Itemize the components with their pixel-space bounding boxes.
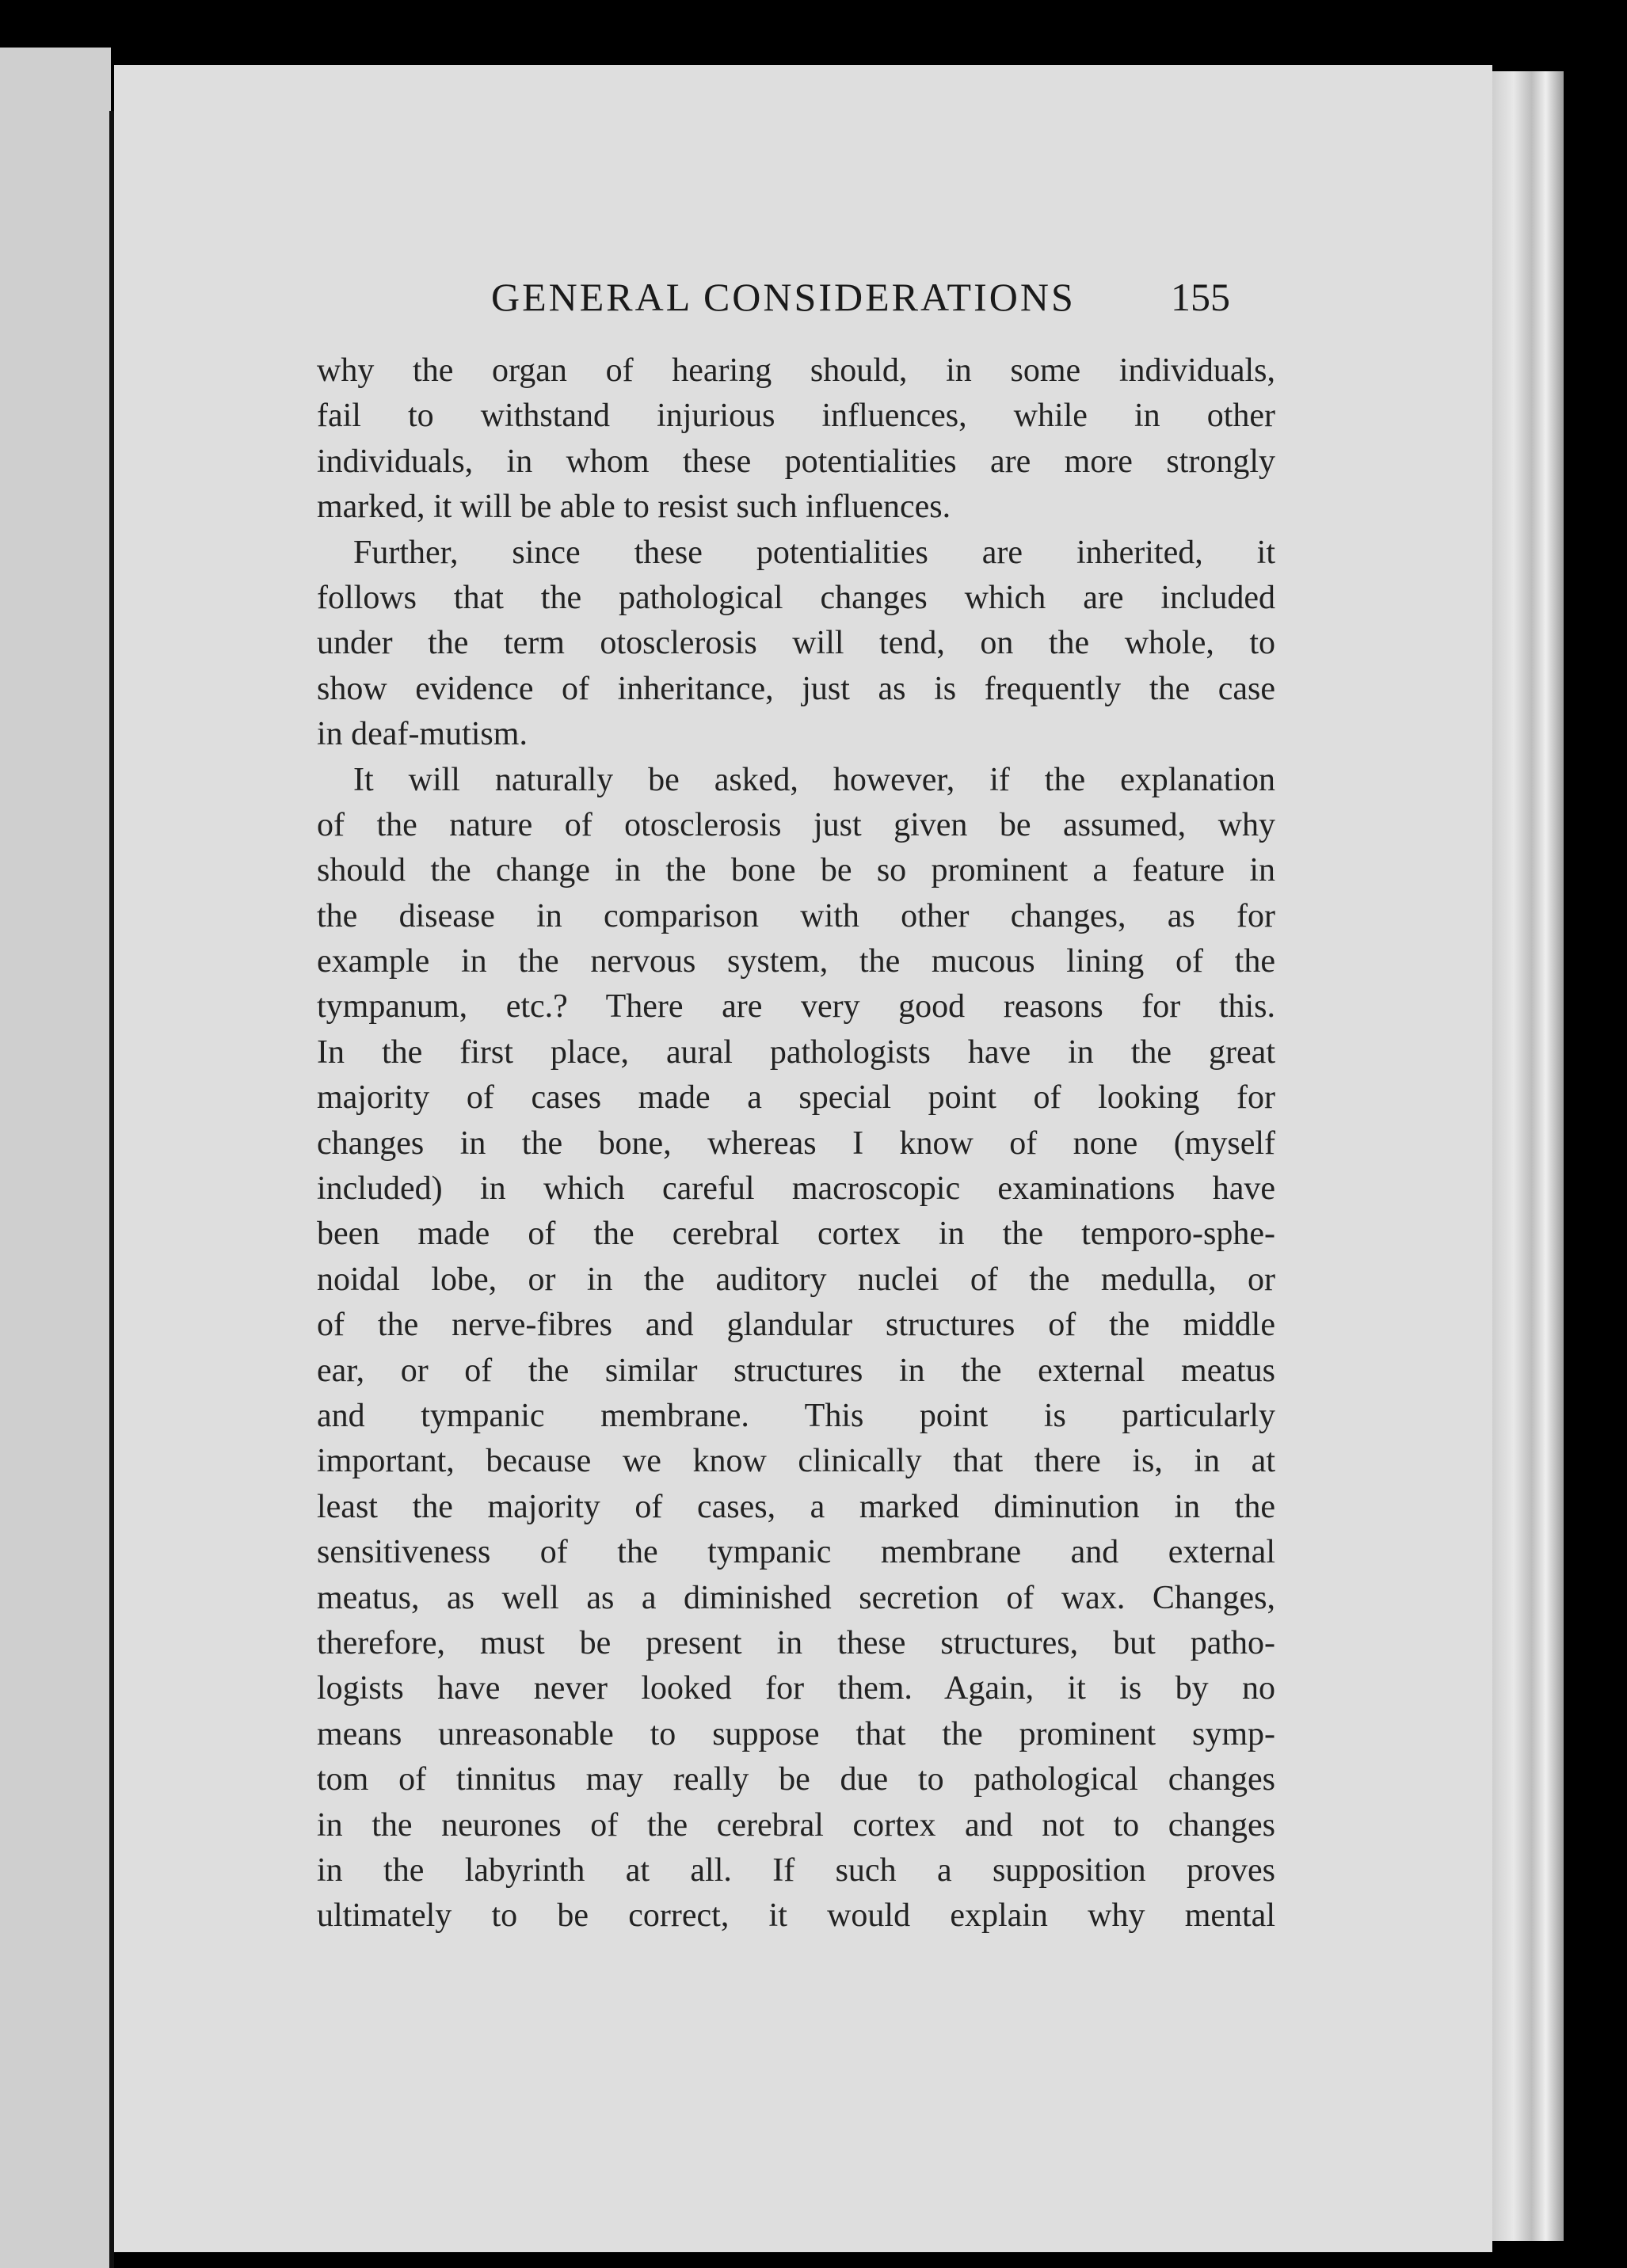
facing-page-edge <box>0 48 111 2268</box>
page-stack-edge <box>1492 71 1564 2241</box>
text-line: In the first place, aural pathologists have in the great <box>317 1033 1275 1071</box>
text-line: noidal lobe, or in the auditory nuclei of the medulla, or <box>317 1261 1275 1298</box>
text-line: means unreasonable to suppose that the prominent symp- <box>317 1715 1275 1752</box>
text-line: majority of cases made a special point of looking for <box>317 1079 1275 1117</box>
text-line: least the majority of cases, a marked diminution in the <box>317 1488 1275 1525</box>
text-line: meatus, as well as a diminished secretion of wax. Changes, <box>317 1579 1275 1616</box>
text-line: why the organ of hearing should, in some individuals, <box>317 352 1275 389</box>
text-line: and tympanic membrane. This point is particularly <box>317 1397 1275 1434</box>
running-title: GENERAL CONSIDERATIONS <box>491 275 1076 319</box>
text-line: in deaf-mutism. <box>317 716 528 753</box>
text-line: marked, it will be able to resist such influences. <box>317 489 951 526</box>
text-line: changes in the bone, whereas I know of none (myself <box>317 1124 1275 1162</box>
text-line: in the neurones of the cerebral cortex and not to changes <box>317 1806 1275 1844</box>
text-line: important, because we know clinically that there is, in at <box>317 1443 1275 1480</box>
text-line: sensitiveness of the tympanic membrane and external <box>317 1534 1275 1571</box>
body-text <box>317 348 1275 1939</box>
text-line: fail to withstand injurious influences, while in other <box>317 398 1275 435</box>
page-header <box>0 274 1627 322</box>
text-line: example in the nervous system, the mucous lining of the <box>317 943 1275 980</box>
text-line: been made of the cerebral cortex in the temporo-sphe- <box>317 1216 1275 1253</box>
text-line: should the change in the bone be so prominent a feature in <box>317 852 1275 889</box>
text-line: of the nerve-fibres and glandular structures of the middle <box>317 1307 1275 1344</box>
text-line: the disease in comparison with other changes, as for <box>317 897 1275 934</box>
text-line: ear, or of the similar structures in the external meatus <box>317 1352 1275 1389</box>
text-line: ultimately to be correct, it would explain why mental <box>317 1897 1275 1935</box>
text-line: follows that the pathological changes which are included <box>317 579 1275 616</box>
text-line: show evidence of inheritance, just as is frequently the case <box>317 670 1275 707</box>
text-line: under the term otosclerosis will tend, on the whole, to <box>317 625 1275 662</box>
text-line: It will naturally be asked, however, if the explanation <box>353 761 1275 798</box>
text-line: tom of tinnitus may really be due to pathological changes <box>317 1761 1275 1798</box>
text-line: in the labyrinth at all. If such a supposition proves <box>317 1851 1275 1889</box>
text-line: of the nature of otosclerosis just given be assumed, why <box>317 806 1275 843</box>
text-line: included) in which careful macroscopic examinations have <box>317 1170 1275 1208</box>
text-line: logists have never looked for them. Again, it is by no <box>317 1670 1275 1707</box>
text-line: therefore, must be present in these structures, but patho- <box>317 1624 1275 1661</box>
text-line: Further, since these potentialities are inherited, it <box>353 534 1275 571</box>
page-number: 155 <box>1171 275 1230 319</box>
text-line: individuals, in whom these potentialities are more strongly <box>317 443 1275 480</box>
text-line: tympanum, etc.? There are very good reasons for this. <box>317 988 1275 1026</box>
